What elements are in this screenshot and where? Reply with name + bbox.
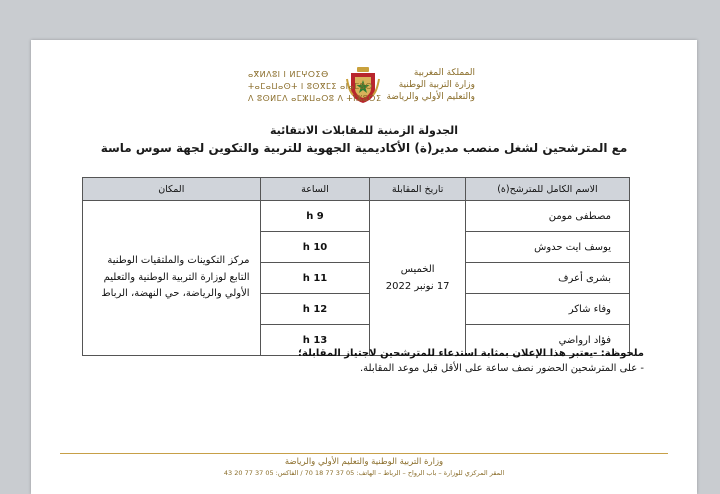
table-header-row: [83, 178, 630, 201]
document-page: [31, 40, 697, 494]
note-line: - على المترشحين الحضور نصف ساعة على الأقل قبل موعد المقابلة.: [359, 363, 644, 374]
header-arabic-line: المملكة المغربية: [413, 68, 475, 78]
column-header-date: تاريخ المقابلة: [370, 178, 465, 201]
candidate-name: يوسف ايت حدوش: [465, 232, 629, 263]
footer-contact: المقر المركزي للوزارة – باب الرواح – الرباط – الهاتف: 05 37 77 18 70 / الفاكس: 05 37 77 20 43: [223, 469, 505, 477]
candidate-name: فؤاد ارواضي: [465, 325, 629, 356]
ministry-header-arabic: [386, 67, 475, 103]
candidate-name: وفاء شاكر: [465, 294, 629, 325]
candidate-name: بشرى أعرف: [465, 263, 629, 294]
column-header-name: الاسم الكامل للمترشح(ة): [465, 178, 629, 201]
ministry-header-tifinagh: [248, 69, 382, 105]
interview-day: الخميس: [400, 264, 435, 275]
interview-date-value: 17 نونبر 2022: [385, 281, 450, 292]
footer-divider: [60, 453, 668, 454]
header-arabic-line: وزارة التربية الوطنية: [398, 80, 475, 90]
note-line: ملحوظة: -يعتبر هذا الإعلان بمثابة استدعاء للمترشحين لاجتياز المقابلة؛: [298, 348, 644, 359]
footer-ministry-name: وزارة التربية الوطنية والتعليم الأولي والرياضة: [284, 457, 444, 467]
column-header-place: المكان: [83, 178, 261, 201]
interview-time: 11 h: [260, 263, 370, 294]
document-subtitle: مع المترشحين لشغل منصب مدير(ة) الأكاديمية الجهوية للتربية والتكوين لجهة سوس ماسة: [100, 141, 628, 155]
column-header-time: الساعة: [260, 178, 370, 201]
document-title: الجدولة الزمنية للمقابلات الانتقائية: [269, 124, 458, 137]
interview-time: 12 h: [260, 294, 370, 325]
table-row: [83, 201, 630, 232]
interview-time: 9 h: [260, 201, 370, 232]
candidate-name: مصطفى مومن: [465, 201, 629, 232]
interview-schedule-table: [82, 177, 630, 356]
interview-time: 13 h: [260, 325, 370, 356]
header-tifinagh-line: ⵜⴰⵎⴰⵡⴰⵙⵜ ⵏ ⵓⵙⴳⵎⵉ ⴰⵏⴰⵎⵓⵔ: [248, 82, 373, 91]
header-arabic-line: والتعليم الأولي والرياضة: [386, 92, 475, 102]
interview-date: [370, 201, 465, 356]
header-tifinagh-line: ⴷ ⵓⵙⵍⵎⴷ ⴰⵎⵣⵡⴰⵔⵓ ⴷ ⵜⵏⵣⵓⵔⵉ: [248, 94, 382, 103]
interview-place: مركز التكوينات والملتقيات الوطنية التابع لوزارة التربية الوطنية والتعليم الأولي والرياضة، حي النهضة، الرباط: [83, 201, 261, 356]
interview-time: 10 h: [260, 232, 370, 263]
header-tifinagh-line: ⴰⴳⵍⴷⵓⵏ ⵏ ⵍⵎⵖⵔⵉⴱ: [248, 70, 329, 79]
